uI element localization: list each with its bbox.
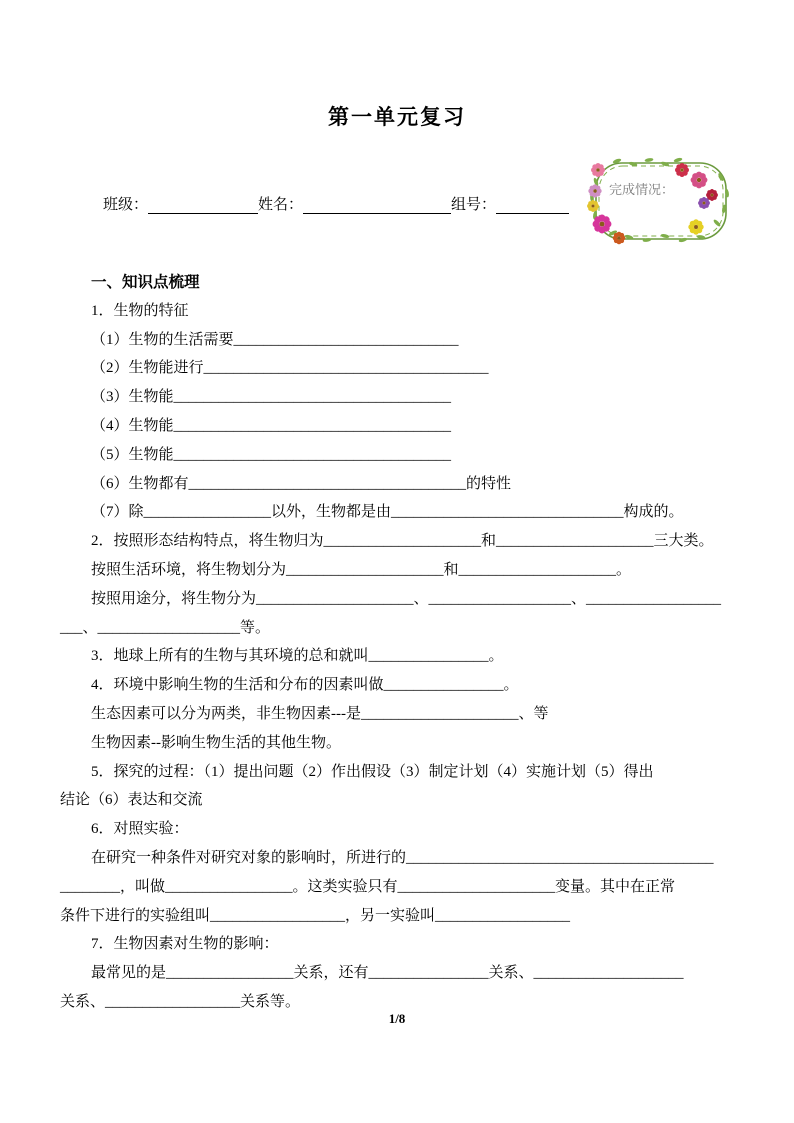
- page-title: 第一单元复习: [328, 105, 466, 129]
- doc-line: （5）生物能_____________________________________: [91, 446, 452, 463]
- doc-line: 3．地球上所有的生物与其环境的总和就叫________________。: [91, 648, 504, 665]
- flower-orange: [613, 232, 626, 245]
- flower-crimson-large: [691, 172, 708, 189]
- doc-line: 生物因素--影响生物生活的其他生物。: [91, 734, 341, 751]
- doc-line: 6．对照实验：: [91, 821, 189, 838]
- doc-line: 按照生活环境，将生物划分为_____________________和_____________________。: [91, 561, 632, 578]
- page-number: 1/8: [388, 1011, 406, 1026]
- name-blank-field: [303, 198, 451, 214]
- class-label: 班级：: [103, 197, 149, 213]
- doc-line: （7）除_________________以外，生物都是由_______________________________构成的。: [91, 504, 684, 521]
- doc-line: 在研究一种条件对研究对象的影响时，所进行的_________________________________________: [91, 849, 714, 866]
- class-blank-field: [148, 198, 258, 214]
- doc-line: ___、___________________等。: [60, 619, 271, 636]
- flower-lilac: [588, 184, 601, 197]
- completion-label: 完成情况：: [609, 182, 675, 197]
- doc-line: （1）生物的生活需要______________________________: [91, 331, 459, 348]
- group-label: 组号：: [451, 197, 497, 213]
- completion-status-box: [583, 150, 740, 252]
- doc-line: 1．生物的特征: [91, 302, 189, 319]
- name-label: 姓名：: [258, 197, 304, 213]
- doc-line: 2．按照形态结构特点，将生物归为_____________________和_____________________三大类。: [91, 533, 714, 550]
- student-info-line: [103, 193, 569, 214]
- doc-line: （3）生物能_____________________________________: [91, 389, 452, 406]
- doc-line: ________，叫做_________________。这类实验只有_____________________变量。其中在正常: [60, 878, 676, 895]
- doc-line: 5．探究的过程：（1）提出问题（2）作出假设（3）制定计划（4）实施计划（5）得出: [91, 763, 654, 780]
- doc-line: （4）生物能_____________________________________: [91, 417, 452, 434]
- doc-line: 条件下进行的实验组叫__________________，另一实验叫__________________: [60, 907, 571, 924]
- flower-yellow-bottom: [688, 219, 703, 234]
- group-blank-field: [496, 198, 569, 214]
- section-heading-knowledge-points: 一、知识点梳理: [91, 273, 200, 291]
- flower-yellow-left: [587, 200, 599, 212]
- doc-line: 关系、__________________关系等。: [60, 993, 301, 1010]
- doc-line: 按照用途分，将生物分为_____________________、___________________、__________________: [91, 590, 722, 607]
- doc-line: （2）生物能进行______________________________________: [91, 360, 489, 377]
- doc-line: 最常见的是_________________关系，还有________________关系、____________________: [91, 965, 684, 982]
- doc-line: 结论（6）表达和交流: [60, 792, 203, 809]
- flower-red-top: [675, 163, 689, 177]
- flower-magenta-large: [593, 215, 612, 234]
- worksheet-body: [60, 268, 740, 1017]
- doc-line: 生态因素可以分为两类，非生物因素---是_____________________、等: [91, 705, 549, 722]
- doc-line: 4．环境中影响生物的生活和分布的因素叫做________________。: [91, 677, 519, 694]
- doc-line: （6）生物都有_____________________________________的特性: [91, 475, 512, 492]
- doc-line: 7．生物因素对生物的影响：: [91, 936, 279, 953]
- flower-pink-daisy: [591, 163, 605, 177]
- flower-wreath-icon: [583, 150, 740, 252]
- flower-purple: [698, 197, 710, 209]
